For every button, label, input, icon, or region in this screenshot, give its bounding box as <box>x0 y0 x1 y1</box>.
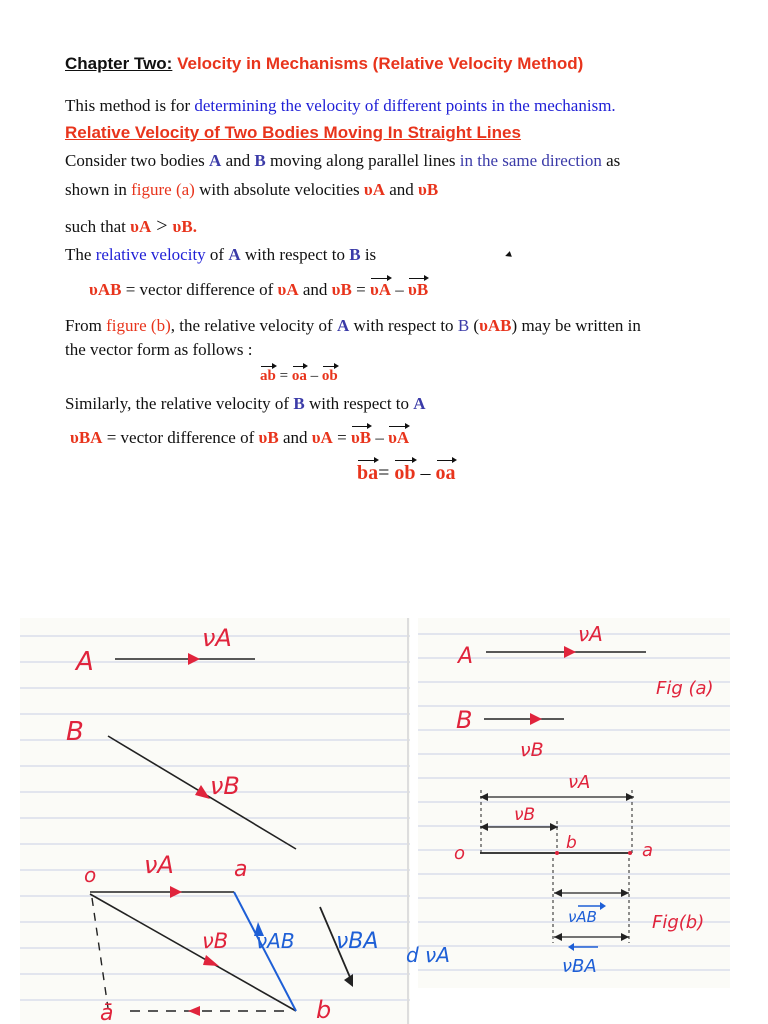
sketch-right <box>418 618 730 988</box>
text: with respect to <box>304 394 414 413</box>
minus: – <box>415 462 436 484</box>
label-d-va: d νA <box>406 943 450 967</box>
velocity-va: υA <box>277 280 299 299</box>
symbol-b: B <box>349 245 361 264</box>
text: with absolute velocities <box>194 180 364 199</box>
vector-ob: ob <box>321 368 338 384</box>
vector-vb: υB <box>350 428 372 447</box>
symbol-b: B <box>457 316 470 335</box>
chapter-title: Velocity in Mechanisms (Relative Velocity Method) <box>177 54 584 73</box>
text: = <box>351 280 370 299</box>
equals: = <box>378 462 395 484</box>
text: = vector difference of <box>121 280 278 299</box>
velocity-vb: υB <box>258 428 279 447</box>
velocity-vb: υB <box>331 280 352 299</box>
velocity-vab: υAB <box>89 280 122 299</box>
chapter-heading <box>65 54 583 74</box>
figure-a-link: figure (a) <box>131 180 195 199</box>
label-b-small: b <box>566 833 577 853</box>
equation-ab <box>260 368 338 385</box>
label-a-small: a <box>234 857 248 882</box>
label-abar: ā <box>100 1001 114 1024</box>
text: , the relative velocity of <box>170 316 337 335</box>
text: moving along parallel lines <box>265 151 460 170</box>
equation-vab <box>89 280 428 300</box>
symbol-b: B <box>254 151 266 170</box>
text: = vector difference of <box>102 428 259 447</box>
minus: – <box>371 428 389 447</box>
vector-ob: ob <box>394 462 416 484</box>
equation-ba <box>357 462 456 485</box>
label-o: o <box>84 863 97 887</box>
label-vab: νAB <box>568 908 597 926</box>
sketch-left <box>20 618 410 1024</box>
label-vb-2: νB <box>202 929 229 953</box>
figure-b-link: figure (b) <box>106 316 171 335</box>
same-direction-text: in the same direction <box>459 151 602 170</box>
paragraph-figure-b <box>65 316 641 336</box>
fig-a-label: Fig (a) <box>656 678 714 699</box>
minus: – <box>306 368 322 384</box>
text: as <box>601 151 621 170</box>
label-vb-dim: νB <box>514 805 536 825</box>
label-a-small: a <box>642 840 654 861</box>
text: shown in <box>65 180 132 199</box>
velocity-vb: υB <box>418 180 439 199</box>
vector-ab: ab <box>260 368 276 384</box>
equals: = <box>275 368 292 384</box>
text: From <box>65 316 107 335</box>
label-va-2: νA <box>144 851 174 879</box>
velocity-va: υA <box>311 428 333 447</box>
label-vba: νBA <box>562 956 597 977</box>
relative-velocity-text: relative velocity <box>95 245 206 264</box>
symbol-a: A <box>228 245 241 264</box>
paragraph-figure-b-line2: the vector form as follows : <box>65 340 253 359</box>
label-va: νA <box>578 622 603 646</box>
fig-b-label: Fig(b) <box>652 912 705 933</box>
label-o: o <box>454 843 466 864</box>
velocity-va: υA <box>130 217 152 236</box>
greater-than: > <box>151 215 173 237</box>
vector-oa: oa <box>435 462 456 484</box>
text: The <box>65 245 96 264</box>
intro-lead: This method is for <box>65 96 195 115</box>
velocity-va: υA <box>363 180 385 199</box>
velocity-vba: υBA <box>70 428 103 447</box>
label-vab: νAB <box>256 929 295 953</box>
text: = <box>332 428 351 447</box>
paragraph-similarly <box>65 394 426 414</box>
velocity-vab: υAB <box>479 316 512 335</box>
symbol-b: B <box>293 394 305 413</box>
text: of <box>205 245 229 264</box>
text: Consider two bodies <box>65 151 210 170</box>
label-va: νA <box>202 624 232 652</box>
paragraph-such-that <box>65 215 197 238</box>
text: and <box>221 151 255 170</box>
text: such that <box>65 217 131 236</box>
text: Similarly, the relative velocity of <box>65 394 294 413</box>
text: with respect to <box>349 316 458 335</box>
vector-ba: ba <box>357 462 379 484</box>
paragraph-figure-a <box>65 180 438 200</box>
label-va-dim: νA <box>568 772 591 793</box>
text: and <box>298 280 332 299</box>
label-vb: νB <box>210 772 240 800</box>
velocity-vb: υB. <box>172 217 197 236</box>
section-title: Relative Velocity of Two Bodies Moving In Straight Lines <box>65 123 521 142</box>
text: ) may be written in <box>511 316 641 335</box>
label-a: A <box>458 644 474 669</box>
text: ( <box>469 316 480 335</box>
vector-oa: oa <box>291 368 307 384</box>
symbol-a: A <box>209 151 222 170</box>
text: and <box>278 428 312 447</box>
intro-paragraph <box>65 96 616 116</box>
intro-highlight: determining the velocity of different points in the mechanism. <box>194 96 616 115</box>
text: is <box>360 245 377 264</box>
vector-va: υA <box>388 428 410 447</box>
label-vba: νBA <box>336 929 379 954</box>
stray-arrow-mark <box>504 251 512 259</box>
vector-va: υA <box>369 280 392 299</box>
label-vb: νB <box>520 739 544 761</box>
paragraph-relative <box>65 245 376 265</box>
label-b-small: b <box>316 996 332 1024</box>
equation-vba <box>70 428 409 448</box>
symbol-a: A <box>413 394 426 413</box>
symbol-a: A <box>336 316 350 335</box>
paragraph-bodies <box>65 151 620 171</box>
text: with respect to <box>240 245 350 264</box>
minus: – <box>391 280 409 299</box>
chapter-label: Chapter Two: <box>65 54 173 73</box>
text: and <box>384 180 419 199</box>
label-b: B <box>456 706 473 734</box>
label-b: B <box>66 717 84 747</box>
vector-vb: υB <box>408 280 429 299</box>
label-a: A <box>76 647 94 677</box>
